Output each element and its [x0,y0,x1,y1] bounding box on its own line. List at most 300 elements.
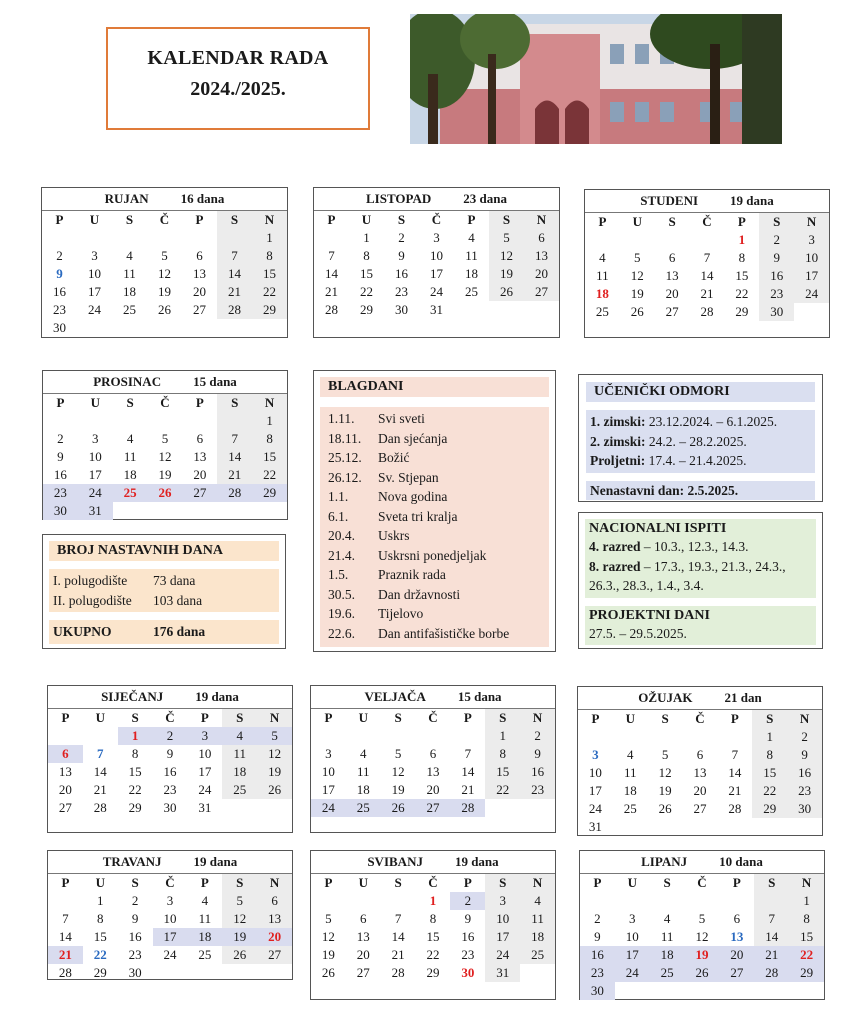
holiday-date: 30.5. [328,586,355,602]
day-cell: 22 [735,286,749,301]
day-cell: 22 [128,782,142,797]
month-name: SIJEČANJ [101,689,164,704]
day-cell: 2 [759,231,794,249]
day-cell: 26 [257,781,292,799]
day-cell: 31 [78,502,113,520]
day-cell: 25 [465,284,478,299]
nenastavni-dan: Nenastavni dan: 2.5.2025. [586,481,815,501]
month-veljaca [310,685,556,833]
empty-cell [314,229,349,247]
month-day-count: 10 dana [719,854,763,869]
day-cell: 24 [311,799,346,817]
empty-cell [252,319,287,337]
empty-cell [346,727,381,745]
empty-cell [113,412,148,430]
month-header [311,686,555,709]
day-cell: 13 [426,764,440,779]
day-cell: 20 [257,928,292,946]
day-cell: 1 [118,727,153,745]
day-cell: 18 [123,284,136,299]
nastavni-list [49,569,279,612]
day-cell: 12 [158,266,171,281]
empty-cell [222,799,257,817]
day-cell: 23 [520,781,555,799]
blagdani-title: BLAGDANI [320,377,549,397]
day-cell: 18 [623,783,637,798]
day-cell: 17 [153,928,188,946]
day-cell: 13 [665,268,679,283]
day-cell: 12 [658,765,672,780]
weekday-header: S [125,212,134,227]
empty-cell [148,502,183,520]
weekday-header: N [252,211,287,229]
month-day-count: 19 dana [730,193,774,208]
day-cell: 11 [123,266,136,281]
weekday-header: Č [428,710,438,725]
day-cell: 4 [627,747,634,762]
day-cell: 13 [693,765,707,780]
proljetni-label: Proljetni: [590,453,646,468]
day-cell: 17 [430,266,443,281]
weekday-header: S [222,874,257,892]
day-cell: 23 [787,782,822,800]
weekday-header: N [524,211,559,229]
ispiti-title: NACIONALNI ISPITI [589,521,727,536]
day-cell: 2 [787,728,822,746]
weekday-header: N [520,874,555,892]
month-name: TRAVANJ [102,854,162,869]
day-cell: 23 [163,782,177,797]
day-grid [578,710,822,836]
day-cell: 26 [685,964,720,982]
weekday-header: S [397,212,406,227]
day-cell: 7 [97,746,104,761]
day-cell: 13 [356,929,370,944]
day-cell: 4 [520,892,555,910]
day-grid [311,874,555,982]
day-cell: 1 [738,232,746,247]
month-header [311,851,555,874]
month-header [48,686,292,709]
day-cell: 11 [520,910,555,928]
day-cell: 13 [524,247,559,265]
day-cell: 12 [158,449,172,464]
day-cell: 26 [148,484,183,502]
odmori-list [586,410,815,473]
holiday-date: 25.12. [328,450,362,465]
month-name: SVIBANJ [367,854,423,869]
day-cell: 15 [128,764,142,779]
weekday-header: P [61,875,70,890]
empty-cell [655,231,690,249]
day-cell: 11 [624,765,637,780]
day-cell: 31 [198,800,212,815]
day-cell: 17 [321,782,335,797]
day-cell: 6 [257,892,292,910]
day-cell: 19 [158,284,171,299]
day-cell: 19 [658,783,672,798]
day-cell: 13 [193,266,206,281]
weekday-header: Č [165,710,175,725]
day-cell: 4 [126,248,133,263]
holiday-name: Nova godina [378,489,448,504]
empty-cell [580,892,615,910]
day-cell: 18 [123,467,137,482]
day-cell: 9 [594,929,601,944]
empty-cell [112,319,147,337]
day-cell: 25 [222,781,257,799]
day-cell: 25 [650,964,685,982]
day-grid [48,709,292,817]
day-grid [48,874,292,982]
r8-value2: 26.3., 28.3., 1.4., 3.4. [589,578,704,593]
day-cell: 3 [592,747,599,762]
empty-cell [578,728,613,746]
month-name: LIPANJ [641,854,688,869]
month-name: VELJAČA [364,689,426,704]
day-grid [314,211,559,319]
day-cell: 22 [789,946,824,964]
empty-cell [112,229,147,247]
weekday-header: U [358,710,368,725]
day-cell: 5 [394,746,402,761]
month-day-count: 19 dana [195,689,239,704]
day-cell: 21 [48,946,83,964]
day-cell: 29 [789,964,824,982]
day-cell: 8 [429,911,437,926]
title-line2: 2024./2025. [190,78,286,100]
day-cell: 19 [630,286,644,301]
weekday-header: U [95,875,105,890]
blagdani-box [313,370,556,652]
day-cell: 4 [222,727,257,745]
day-cell: 14 [754,928,789,946]
day-cell: 28 [217,484,252,502]
day-cell: 20 [193,467,207,482]
day-cell: 22 [426,947,440,962]
total-label: UKUPNO [53,624,112,639]
day-cell: 14 [728,765,742,780]
day-cell: 13 [730,929,744,944]
day-cell: 14 [461,764,475,779]
day-cell: 27 [193,302,206,317]
p1-label: I. polugodište [53,573,128,588]
weekday-header: P [195,212,204,227]
day-cell: 16 [395,266,408,281]
day-cell: 29 [252,301,287,319]
empty-cell [42,229,77,247]
title-box [106,27,370,130]
day-cell: 23 [43,484,78,502]
empty-cell [311,727,346,745]
holiday-name: Svi sveti [378,411,425,426]
day-cell: 27 [719,964,754,982]
day-cell: 8 [485,745,520,763]
weekday-header: U [358,875,368,890]
month-header [43,371,287,394]
weekday-header: U [632,214,642,229]
month-day-count: 15 dana [193,374,237,389]
day-cell: 30 [43,502,78,520]
day-cell: 25 [595,304,609,319]
empty-cell [187,964,222,982]
day-cell: 28 [391,965,405,980]
day-cell: 28 [450,799,485,817]
weekday-header: Č [697,875,707,890]
empty-cell [520,964,555,982]
day-cell: 5 [698,911,706,926]
empty-cell [217,412,252,430]
day-cell: 6 [196,248,203,263]
r4-value: – 10.3., 12.3., 14.3. [640,539,749,554]
holiday-row [320,468,549,488]
weekday-header: S [489,211,524,229]
projektni-title: PROJEKTNI DANI [589,607,710,623]
day-cell: 8 [752,746,787,764]
weekday-header: U [627,875,637,890]
day-cell: 5 [634,250,641,265]
day-cell: 27 [524,283,559,301]
p1-value: 73 dana [153,573,196,588]
day-cell: 6 [696,747,704,762]
empty-cell [182,412,217,430]
day-cell: 3 [629,911,636,926]
month-ozujak [577,686,823,836]
day-grid [311,709,555,817]
day-cell: 7 [703,250,711,265]
empty-cell [113,502,148,520]
day-cell: 1 [429,893,437,908]
empty-cell [685,892,720,910]
empty-cell [77,229,112,247]
empty-cell [257,799,292,817]
month-travanj [47,850,293,980]
empty-cell [416,727,451,745]
day-cell: 21 [754,946,789,964]
weekday-header: S [759,213,794,231]
day-cell: 21 [728,783,742,798]
day-cell: 28 [93,800,107,815]
zimski1-label: 1. zimski: [590,414,646,429]
day-cell: 18 [465,266,478,281]
weekday-header: P [598,214,607,229]
empty-cell [217,502,252,520]
day-cell: 16 [163,764,177,779]
day-cell: 25 [113,484,148,502]
weekday-header: N [789,874,824,892]
weekday-header: S [394,710,402,725]
weekday-header: P [463,710,472,725]
holiday-name: Dan sjećanja [378,430,448,446]
day-cell: 1 [97,893,104,908]
day-cell: 10 [163,911,177,926]
day-cell: 17 [88,467,102,482]
day-cell: 20 [693,783,707,798]
day-cell: 29 [93,965,107,980]
day-cell: 9 [57,449,64,464]
day-cell: 10 [588,765,602,780]
holiday-row [320,565,549,585]
empty-cell [83,727,118,745]
day-cell: 5 [489,229,524,247]
day-cell: 30 [787,800,822,818]
empty-cell [754,892,789,910]
month-lipanj [579,850,825,1000]
empty-cell [585,231,620,249]
holiday-date: 18.11. [328,430,362,446]
holiday-name: Dan antifašističke borbe [378,625,510,641]
weekday-header: S [485,874,520,892]
day-cell: 27 [356,965,370,980]
empty-cell [685,982,720,1000]
zimski2-value: 24.2. – 28.2.2025. [648,433,747,449]
day-cell: 30 [163,800,177,815]
day-cell: 12 [489,247,524,265]
day-cell: 14 [217,265,252,283]
empty-cell [182,229,217,247]
day-cell: 15 [252,265,287,283]
day-cell: 7 [731,747,739,762]
day-cell: 2 [57,431,64,446]
month-name: LISTOPAD [366,191,432,206]
zimski2-label: 2. zimski: [590,433,646,449]
zimski1-value: 23.12.2024. – 6.1.2025. [648,414,778,429]
day-cell: 24 [198,782,212,797]
holiday-date: 1.11. [328,411,355,426]
total-value: 176 dana [153,624,206,639]
day-cell: 28 [700,304,714,319]
weekday-header: Č [159,212,170,227]
day-cell: 13 [58,764,72,779]
empty-cell [217,229,252,247]
day-cell: 31 [485,964,520,982]
day-cell: 26 [658,801,672,816]
empty-cell [182,319,217,337]
holiday-row [320,604,549,624]
day-cell: 9 [131,911,139,926]
p2-value: 103 dana [153,592,203,608]
day-cell: 8 [252,430,287,448]
day-cell: 6 [733,911,741,926]
day-cell: 6 [668,250,676,265]
empty-cell [489,301,524,319]
day-cell: 3 [485,892,520,910]
day-cell: 30 [128,965,142,980]
day-cell: 21 [391,947,405,962]
day-cell: 27 [182,484,217,502]
day-cell: 17 [588,783,602,798]
day-cell: 27 [693,801,707,816]
day-cell: 16 [520,763,555,781]
day-cell: 20 [524,265,559,283]
month-day-count: 19 dana [193,854,238,869]
day-cell: 18 [222,763,257,781]
weekday-header: P [55,212,64,227]
weekday-header: S [131,875,139,890]
empty-cell [717,728,752,746]
day-cell: 1 [789,892,824,910]
day-cell: 24 [88,302,101,317]
day-cell: 27 [58,800,72,815]
day-cell: 9 [464,911,472,926]
empty-cell [648,728,683,746]
day-cell: 9 [166,746,174,761]
day-cell: 2 [131,893,139,908]
day-cell: 25 [623,801,637,816]
month-sijecanj [47,685,293,833]
day-cell: 23 [128,947,142,962]
day-cell: 8 [97,911,104,926]
day-cell: 28 [728,801,742,816]
day-cell: 14 [58,929,72,944]
day-cell: 28 [325,302,338,317]
day-cell: 15 [426,929,440,944]
r8-label: 8. razred [589,558,641,574]
day-cell: 22 [752,782,787,800]
day-cell: 12 [630,268,644,283]
day-cell: 5 [161,248,168,263]
empty-cell [717,818,752,836]
day-cell: 7 [62,911,69,926]
month-studeni [584,189,830,338]
holiday-date: 20.4. [328,528,355,543]
empty-cell [77,319,112,337]
day-cell: 17 [198,764,212,779]
r4-label: 4. razred [589,539,641,554]
weekday-header: S [217,394,252,412]
empty-cell [683,728,718,746]
weekday-header: S [752,710,787,728]
empty-cell [650,982,685,1000]
day-cell: 23 [461,947,475,962]
month-day-count: 15 dana [457,689,502,704]
weekday-header: S [217,211,252,229]
day-cell: 1 [752,728,787,746]
weekday-header: Č [428,875,438,890]
day-cell: 10 [430,248,443,263]
day-cell: 30 [461,965,475,980]
weekday-header: N [252,394,287,412]
day-cell: 9 [759,249,794,267]
day-cell: 10 [625,929,639,944]
empty-cell [252,502,287,520]
empty-cell [620,231,655,249]
empty-cell [615,892,650,910]
day-cell: 15 [252,448,287,466]
empty-cell [311,892,346,910]
empty-cell [43,412,78,430]
r8-value: – 17.3., 19.3., 21.3., 24.3., [640,558,786,574]
day-cell: 6 [524,229,559,247]
title-line1: KALENDAR RADA [147,47,329,69]
day-cell: 7 [217,247,252,265]
weekday-header: P [593,875,602,890]
day-cell: 7 [217,430,252,448]
day-cell: 16 [128,929,142,944]
day-cell: 12 [391,764,405,779]
day-cell: 30 [395,302,408,317]
day-cell: 20 [665,286,679,301]
month-day-count: 16 dana [180,191,225,206]
day-cell: 29 [360,302,373,317]
day-cell: 25 [520,946,555,964]
day-cell: 15 [789,928,824,946]
day-cell: 4 [126,431,134,446]
holiday-row [320,624,549,644]
day-cell: 19 [158,467,172,482]
day-cell: 3 [187,727,222,745]
holiday-row [320,487,549,507]
